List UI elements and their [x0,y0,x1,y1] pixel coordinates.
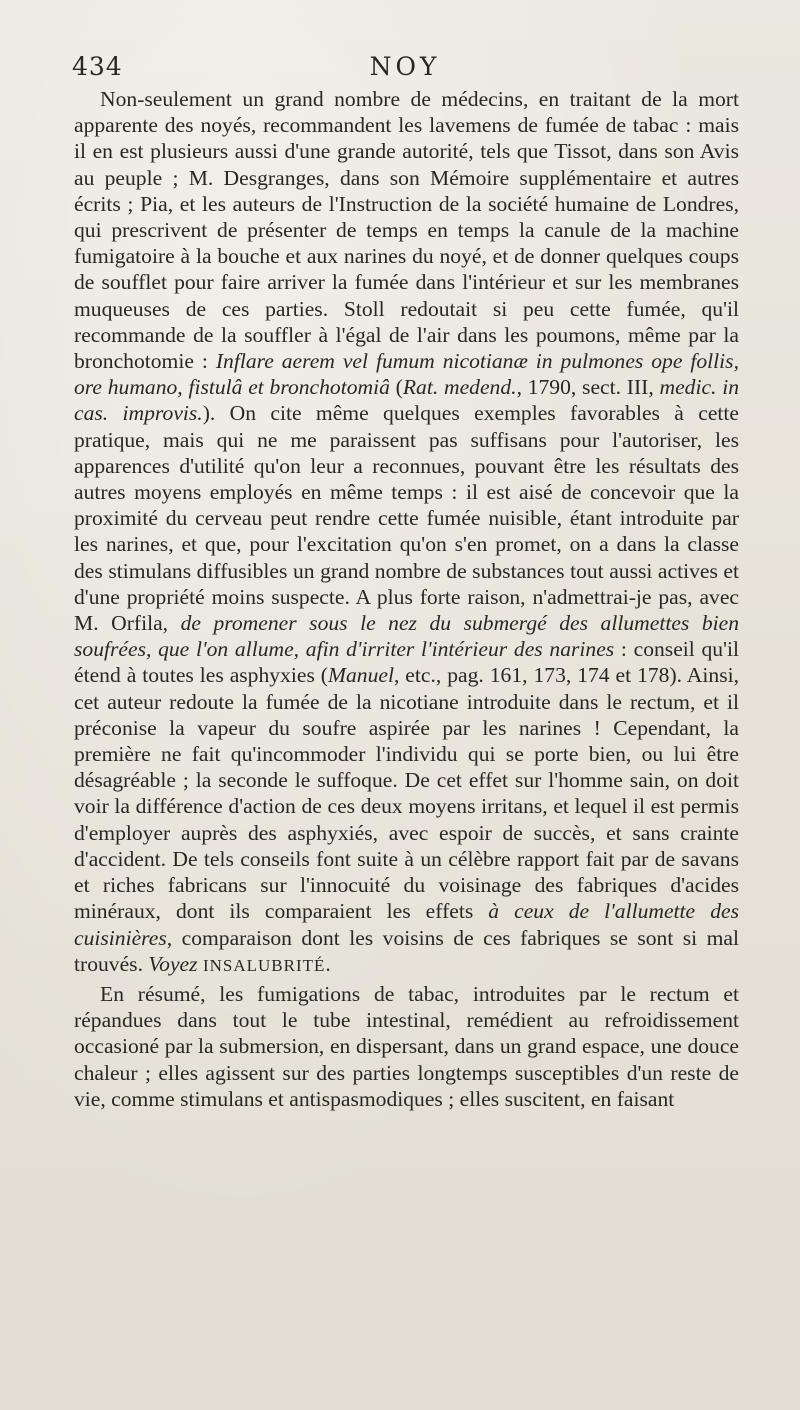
text-run: ( [389,375,403,400]
cross-reference: INSALUBRITÉ [202,955,326,975]
italic-text: Inflare aerem vel fumum nicotianæ in pulmones ope follis, ore humano, fistulâ et bronchotomiâ [74,349,739,400]
italic-text: à ceux de l'allumette des cuisinières [74,899,739,950]
text-run: , etc., pag. 161, 173, 174 et 178). Ainsi, cet auteur redoute la fumée de la nicotiane introduite dans le rectum, et il préconise la vapeur du soufre aspirée par les narines ! Cependant, la première ne fait qu'incommoder l'individu qui se porte bien, ou lui être désagréable ; la seconde le suffoque. De cet effet sur l'homme sain, on doit voir la différence d'action de ces deux moyens irritans, et lequel il est permis d'employer auprès des asphyxiés, avec espoir de succès, et sans crainte d'accident. De tels conseils font suite à un célèbre rapport fait par de savans et riches fabricans sur l'innocuité du voisinage des fabriques d'acides minéraux, dont ils comparaient les effets [74,663,739,924]
body-text [74,86,739,1112]
page-header [72,52,738,84]
italic-text: medic. in cas. improvis. [74,375,740,426]
paragraph [74,86,739,979]
text-run: , comparaison dont les voisins de ces fabriques se sont si mal trouvés. [74,925,739,976]
italic-text: Manuel [328,663,394,688]
text-run: ). On cite même quelques exemples favorables à cette pratique, mais qui ne me paraissent pas suffisans pour l'autoriser, les apparences d'utilité qu'on leur a reconnues, pouvant être les résultats des autres moyens employés en même temps : il est aisé de concevoir que la proximité du cerveau peut rendre cette fumée nuisible, étant introduite par les narines, et que, pour l'excitation qu'on s'en promet, on a dans la classe des stimulans diffusibles un grand nombre de substances tout aussi actives et d'une propriété moins suspecte. A plus forte raison, n'admettrai-je pas, avec M. Orfila, [74,401,739,636]
text-run: , 1790, sect. III, [516,375,660,400]
italic-text: Rat. medend. [402,375,517,400]
text-run: En résumé, les fumigations de tabac, introduites par le rectum et répandues dans tout le tube intestinal, remédient au refroidissement occasioné par la submersion, en dispersant, dans un grand espace, une douce chaleur ; elles agissent sur des parties longtemps susceptibles d'un reste de vie, comme stimulans et antispasmodiques ; elles suscitent, en faisant [74,981,739,1111]
text-run: Non-seulement un grand nombre de médecins, en traitant de la mort apparente des noyés, recommandent les lavemens de fumée de tabac : mais il en est plusieurs aussi d'une grande autorité, tels que Tissot, dans son Avis au peuple ; M. Desgranges, dans son Mémoire supplémentaire et autres écrits ; Pia, et les auteurs de l'Instruction de la société humaine de Londres, qui prescrivent de présenter de temps en temps la canule de la machine fumigatoire à la bouche et aux narines du noyé, et de donner quelques coups de soufflet pour faire arriver la fumée dans l'intérieur et sur les membranes muqueuses de ces parties. Stoll redoutait si peu cette fumée, qu'il recommande de la souffler à l'égal de l'air dans les poumons, même par la bronchotomie : [74,87,739,374]
paragraph [74,981,739,1112]
italic-text: de promener sous le nez du submergé des allumettes bien soufrées, que l'on allume, afin d'irriter l'intérieur des narines [74,611,739,662]
page-number: 434 [72,52,123,81]
italic-text: Voyez [148,951,198,976]
text-run: : conseil qu'il étend à toutes les asphyxies ( [74,637,739,688]
text-run: . [325,951,331,976]
running-head: NOY [369,52,441,81]
